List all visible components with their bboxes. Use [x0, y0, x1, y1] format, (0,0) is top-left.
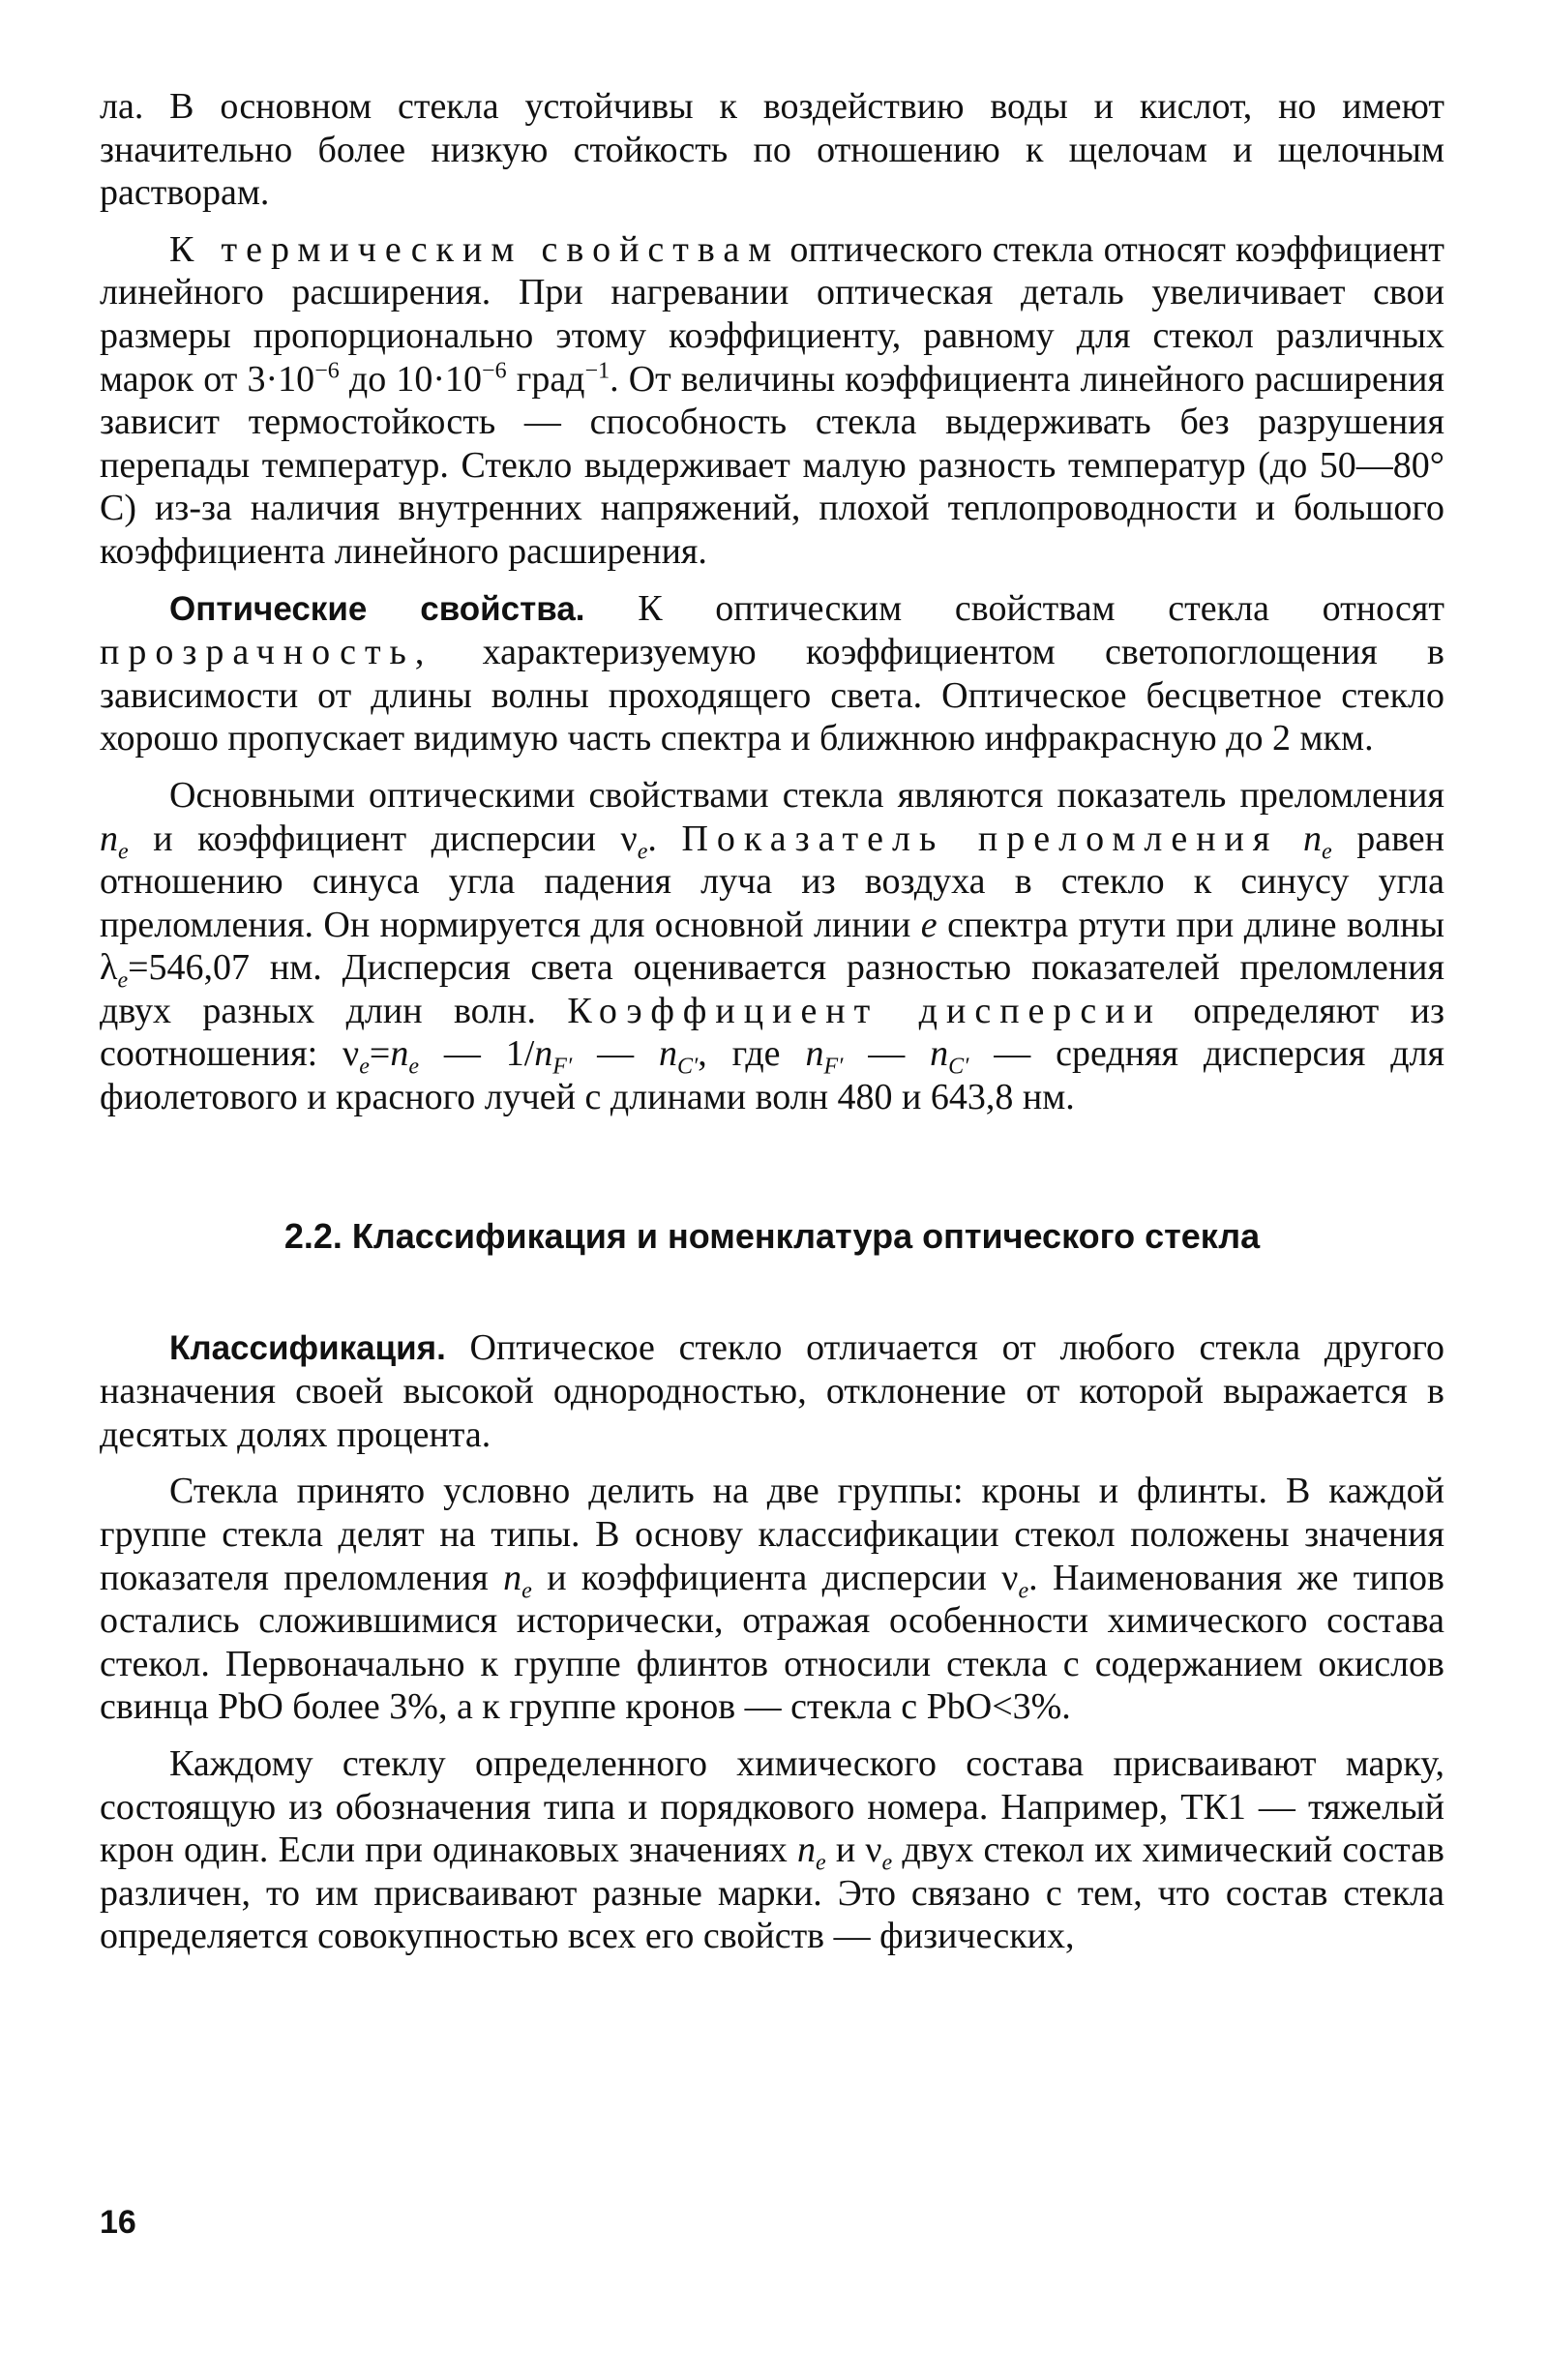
paragraph-glass-grades	[100, 1742, 1444, 1958]
symbol: e	[920, 904, 938, 945]
spacer	[100, 215, 1444, 228]
text-run: Основными оптическими свойствами стекла являются показатель преломления	[169, 774, 1444, 816]
text-run: град	[506, 358, 585, 400]
superscript: −1	[584, 357, 610, 383]
paragraph-optical-properties	[100, 587, 1444, 760]
subscript: F′	[552, 1055, 573, 1081]
text-run: и	[825, 1830, 866, 1871]
subscript: e	[118, 839, 129, 865]
text-run: — средняя дисперсия для фиолетового и красного лучей с длинами волн 480 и 643,8 нм.	[100, 1033, 1444, 1118]
text-run: спектра ртути при длине волны λ	[100, 904, 1445, 989]
text-run: . Наименования же типов остались сложившимися исторически, отражая особенности химического состава стекол. Первоначально к группе флинтов относили стекла с содержанием окислов свинца PbO более 3%, а к группе кронов — стекла с PbO<3%.	[100, 1557, 1444, 1728]
spacer	[100, 1729, 1444, 1742]
spaced-term: Коэффициент дисперсии	[567, 990, 1162, 1031]
page-number: 16	[100, 2204, 136, 2241]
subscript: F′	[823, 1055, 844, 1081]
subscript: C′	[677, 1055, 699, 1081]
symbol: n	[503, 1557, 522, 1598]
spacer	[100, 1456, 1444, 1470]
text-run: — 1/	[418, 1033, 535, 1075]
text-run: , где	[698, 1033, 806, 1075]
symbol: n	[796, 1830, 816, 1871]
text-run: характеризуемую коэффициентом светопоглощения в зависимости от длины волны проходящего света. Оптическое бесцветное стекло хорошо пропускает видимую часть спектра и ближнюю инфракрасную до 2 мкм.	[100, 632, 1444, 759]
subscript: e	[1018, 1578, 1029, 1604]
symbol: n	[659, 1033, 677, 1075]
paragraph-chemical-stability	[100, 85, 1444, 215]
symbol: n	[534, 1033, 553, 1075]
symbol: n	[100, 818, 118, 859]
subscript: C′	[948, 1055, 969, 1081]
run-in-heading: Оптические свойства.	[169, 589, 585, 628]
text-run: двух стекол их химический состав различен, то им присваивают разные марки. Это связано с тем, что состав стекла определяется совокупностью всех его свойств — физических,	[100, 1830, 1444, 1957]
section-heading: 2.2. Классификация и номенклатура оптического стекла	[283, 1215, 1261, 1256]
paragraph-text: ла. В основном стекла устойчивы к воздействию воды и кислот, но имеют значительно более низкую стойкость по отношению к щелочам и щелочным растворам.	[100, 86, 1444, 214]
subscript: e	[117, 967, 129, 994]
subscript: e	[815, 1850, 826, 1876]
text-run: оптического стекла относят коэффициент линейного расширения. При нагревании оптическая деталь увеличивает свои размеры пропорционально этому коэффициенту, равному для стекол различных марок от 3·10	[100, 228, 1444, 400]
text-run: Каждому стеклу определенного химического состава присваивают марку, состоящую из обозначения типа и порядкового номера. Например, ТК1 — тяжелый крон один. Если при одинаковых значениях	[100, 1743, 1444, 1871]
paragraph-refraction-dispersion	[100, 774, 1444, 1119]
text-run: =	[369, 1033, 391, 1075]
text-run: . От величины коэффициента линейного расширения зависит термостойкость — способность стекла выдерживать без разрушения перепады температур. Стекло выдерживает малую разность температур (до 50—80° С) из-за наличия внутренних напряжений, плохой теплопроводности и большого коэффициента линейного расширения.	[100, 358, 1444, 572]
page-body	[100, 85, 1444, 1958]
symbol: ν	[342, 1033, 360, 1075]
text-run: —	[843, 1033, 931, 1075]
text-run	[1278, 818, 1303, 859]
section-spacer	[100, 1257, 1444, 1326]
paragraph-classification	[100, 1326, 1444, 1457]
symbol: ν	[865, 1830, 882, 1871]
subscript: e	[521, 1578, 532, 1604]
text-run: и коэффициента дисперсии	[531, 1557, 1002, 1598]
symbol: ν	[620, 818, 638, 859]
subscript: e	[637, 839, 648, 865]
symbol: n	[1302, 818, 1322, 859]
paragraph-thermal-properties	[100, 228, 1444, 574]
symbol: n	[805, 1033, 824, 1075]
text-run: =546,07 нм. Дисперсия света оценивается разностью показателей преломления двух разных длин волн.	[100, 947, 1444, 1031]
spacer	[100, 574, 1444, 587]
text-run: —	[572, 1033, 659, 1075]
spaced-term: Показатель преломления	[681, 818, 1279, 859]
text-run: и коэффициент дисперсии	[128, 818, 621, 859]
subscript: e	[881, 1850, 893, 1876]
subscript: e	[1321, 839, 1332, 865]
symbol: ν	[1001, 1557, 1019, 1598]
section-spacer	[100, 1119, 1444, 1216]
spaced-term: прозрачность,	[100, 632, 433, 673]
superscript: −6	[482, 357, 507, 383]
subscript: e	[408, 1055, 419, 1081]
symbol: n	[930, 1033, 949, 1075]
subscript: e	[359, 1055, 370, 1081]
text-run: К оптическим свойствам стекла относят	[584, 587, 1444, 629]
symbol: n	[390, 1033, 409, 1075]
text-run: определяют из соотношения:	[100, 990, 1445, 1075]
text-run: Оптическое стекло отличается от любого стекла другого назначения своей высокой однородностью, отклонение от которой выражается в десятых долях процента.	[100, 1326, 1444, 1455]
text-run: .	[647, 818, 682, 859]
spacer	[100, 760, 1444, 774]
paragraph-glass-groups	[100, 1470, 1444, 1729]
run-in-heading: Классификация.	[169, 1328, 446, 1367]
spaced-term: К термическим свойствам	[169, 228, 781, 270]
superscript: −6	[314, 357, 340, 383]
text-run: до 10·10	[339, 358, 483, 400]
text-run: Стекла принято условно делить на две группы: кроны и флинты. В каждой группе стекла делят на типы. В основу классификации стекол положены значения показателя преломления	[100, 1471, 1444, 1598]
text-run: равен отношению синуса угла падения луча из воздуха в стекло к синусу угла преломления. Он нормируется для основной линии	[100, 818, 1444, 945]
